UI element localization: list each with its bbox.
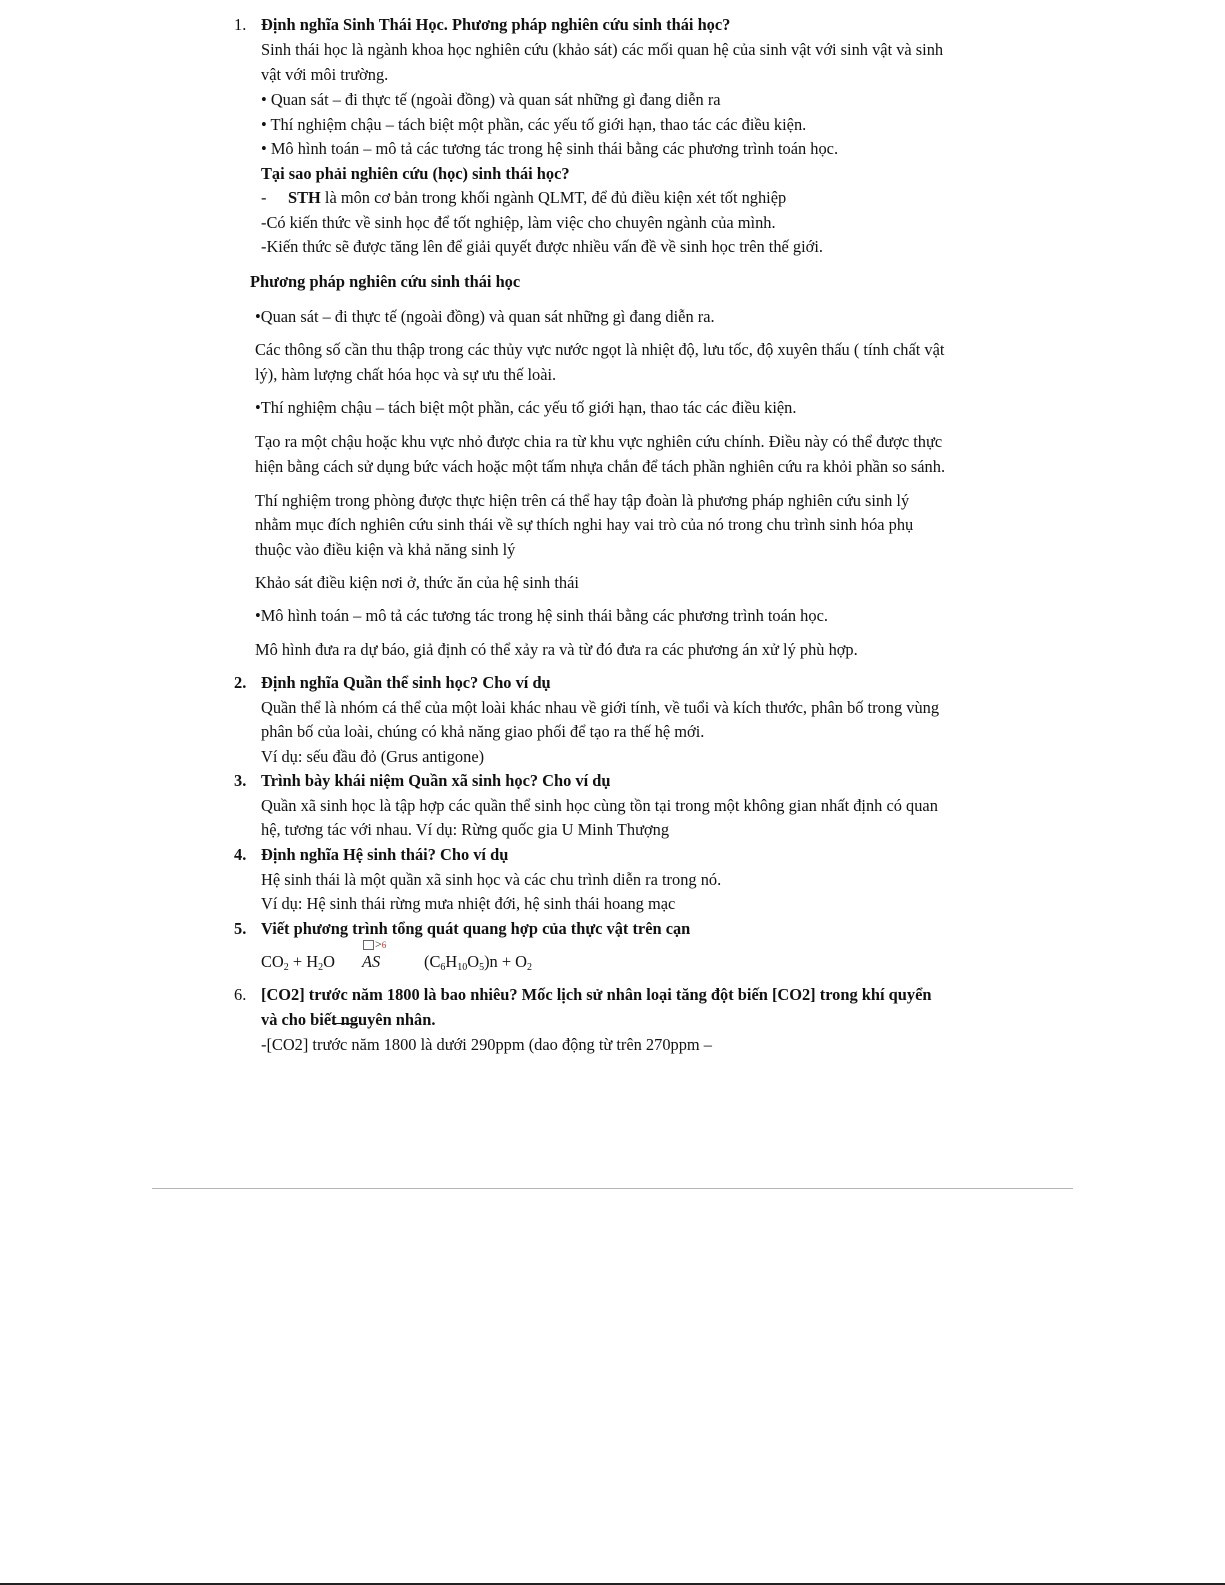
equation-condition: AS [362, 952, 381, 971]
q5-title: Viết phương trình tổng quát quang hợp của thực vật trên cạn [261, 919, 691, 938]
q1-why-line1-rest: là môn cơ bản trong khối ngành QLMT, để đủ điều kiện xét tốt nghiệp [320, 188, 787, 207]
q1-title: Định nghĩa Sinh Thái Học. Phương pháp nghiên cứu sinh thái học? [261, 15, 731, 34]
q3-line2: hệ, tương tác với nhau. Ví dụ: Rừng quốc gia U Minh Thượng [261, 820, 670, 839]
q2-line2: phân bố của loài, chúng có khả năng giao phối để tạo ra thế hệ mới. [261, 722, 705, 741]
q1-method-survey: Khảo sát điều kiện nơi ở, thức ăn của hệ sinh thái [255, 573, 579, 592]
q6-number: 6. [234, 985, 247, 1004]
q1-method-observe-detail2: lý), hàm lượng chất hóa học và sự ưu thế loài. [255, 365, 557, 384]
q1-definition-line1: Sinh thái học là ngành khoa học nghiên cứu (khảo sát) các mối quan hệ của sinh vật với sinh vật và sinh [261, 40, 944, 59]
q1-method-lab-line2: nhằm mục đích nghiên cứu sinh thái về sự thích nghi hay vai trò của nó trong chu trình sinh hóa phụ [255, 515, 914, 534]
q6-line1: -[CO2] trước năm 1800 là dưới 290ppm (dao động từ trên 270ppm – [261, 1035, 712, 1054]
q1-method-title: Phương pháp nghiên cứu sinh thái học [250, 272, 521, 291]
q1-bullet-model: • Mô hình toán – mô tả các tương tác trong hệ sinh thái bằng các phương trình toán học. [261, 139, 839, 158]
arrow-six: 6 [381, 940, 387, 950]
q1-method-model-detail: Mô hình đưa ra dự báo, giả định có thể xảy ra và từ đó đưa ra các phương án xử lý phù hợp. [255, 640, 858, 659]
q5-number: 5. [234, 919, 247, 938]
q4-title: Định nghĩa Hệ sinh thái? Cho ví dụ [261, 845, 509, 864]
q1-bullet-observe: • Quan sát – đi thực tế (ngoài đồng) và quan sát những gì đang diễn ra [261, 90, 721, 109]
page-divider [152, 1188, 1073, 1189]
eq-r3: O [467, 952, 480, 971]
eq-r2: H [445, 952, 458, 971]
eq-o: O [323, 952, 335, 971]
eq-r4-sub: 2 [527, 962, 533, 973]
q6-title-line1: [CO2] trước năm 1800 là bao nhiêu? Mốc lịch sử nhân loại tăng đột biến [CO2] trong khí quyển [261, 985, 932, 1004]
eq-r2-sub: 10 [457, 962, 468, 973]
q3-number: 3. [234, 771, 247, 790]
eq-r1-sub: 6 [440, 962, 446, 973]
eq-r4: )n + O [484, 952, 528, 971]
q1-why-line3: -Kiến thức sẽ được tăng lên để giải quyết được nhiều vấn đề về sinh học trên thế giới. [261, 237, 823, 256]
q1-method-experiment-detail1: Tạo ra một chậu hoặc khu vực nhỏ được chia ra từ khu vực nghiên cứu chính. Điều này có thể được thực [255, 432, 943, 451]
q1-why-title: Tại sao phải nghiên cứu (học) sinh thái học? [261, 164, 570, 183]
q1-why-line2: -Có kiến thức về sinh học để tốt nghiệp, làm việc cho chuyên ngành của mình. [261, 213, 776, 232]
q1-definition-line2: vật với môi trường. [261, 65, 389, 84]
overline-mark [332, 1023, 358, 1024]
q1-why-line1 [288, 190, 786, 206]
q1-bullet-experiment: • Thí nghiệm chậu – tách biệt một phần, các yếu tố giới hạn, thao tác các điều kiện. [261, 115, 807, 134]
q4-example: Ví dụ: Hệ sinh thái rừng mưa nhiệt đới, hệ sinh thái hoang mạc [261, 894, 676, 913]
q1-method-observe-detail1: Các thông số cần thu thập trong các thủy vực nước ngọt là nhiệt độ, lưu tốc, độ xuyên thấu ( tính chất vật [255, 340, 945, 359]
eq-h-sub: 2 [318, 962, 324, 973]
q1-method-model: •Mô hình toán – mô tả các tương tác trong hệ sinh thái bằng các phương trình toán học. [255, 606, 828, 625]
eq-r1: (C [424, 952, 441, 971]
q2-title: Định nghĩa Quần thể sinh học? Cho ví dụ [261, 673, 551, 692]
equation-products [424, 952, 533, 973]
q1-why-dash: - [261, 188, 267, 207]
q3-title: Trình bày khái niệm Quần xã sinh học? Cho ví dụ [261, 771, 611, 790]
equation-reactants [261, 952, 335, 973]
q1-method-experiment: •Thí nghiệm chậu – tách biệt một phần, các yếu tố giới hạn, thao tác các điều kiện. [255, 398, 797, 417]
eq-r3-sub: 5 [479, 962, 485, 973]
q1-method-experiment-detail2: hiện bằng cách sử dụng bức vách hoặc một tấm nhựa chắn để tách phần nghiên cứu ra khỏi phần so sánh. [255, 457, 946, 476]
q1-method-lab-line3: thuộc vào điều kiện và khả năng sinh lý [255, 540, 516, 559]
q2-number: 2. [234, 673, 247, 692]
q1-method-observe: •Quan sát – đi thực tế (ngoài đồng) và quan sát những gì đang diễn ra. [255, 307, 715, 326]
eq-plus-h: + H [288, 952, 319, 971]
q2-example: Ví dụ: sếu đầu đỏ (Grus antigone) [261, 747, 485, 766]
sth-abbrev: STH [288, 188, 321, 207]
q6-title-line2: và cho biết nguyên nhân. [261, 1010, 436, 1029]
arrow-glyph: > [375, 937, 382, 951]
q3-line1: Quần xã sinh học là tập hợp các quần thể sinh học cùng tồn tại trong một không gian nhất định có quan [261, 796, 938, 815]
q1-number: 1. [234, 15, 247, 34]
eq-co: CO [261, 952, 284, 971]
q4-line1: Hệ sinh thái là một quần xã sinh học và các chu trình diễn ra trong nó. [261, 870, 722, 889]
q2-line1: Quần thể là nhóm cá thể của một loài khác nhau về giới tính, về tuổi và kích thước, phân bố trong vùng [261, 698, 940, 717]
q4-number: 4. [234, 845, 247, 864]
arrow-icon [363, 938, 386, 950]
q1-method-lab-line1: Thí nghiệm trong phòng được thực hiện trên cá thể hay tập đoàn là phương pháp nghiên cứu sinh lý [255, 491, 910, 510]
eq-co-sub: 2 [283, 962, 289, 973]
